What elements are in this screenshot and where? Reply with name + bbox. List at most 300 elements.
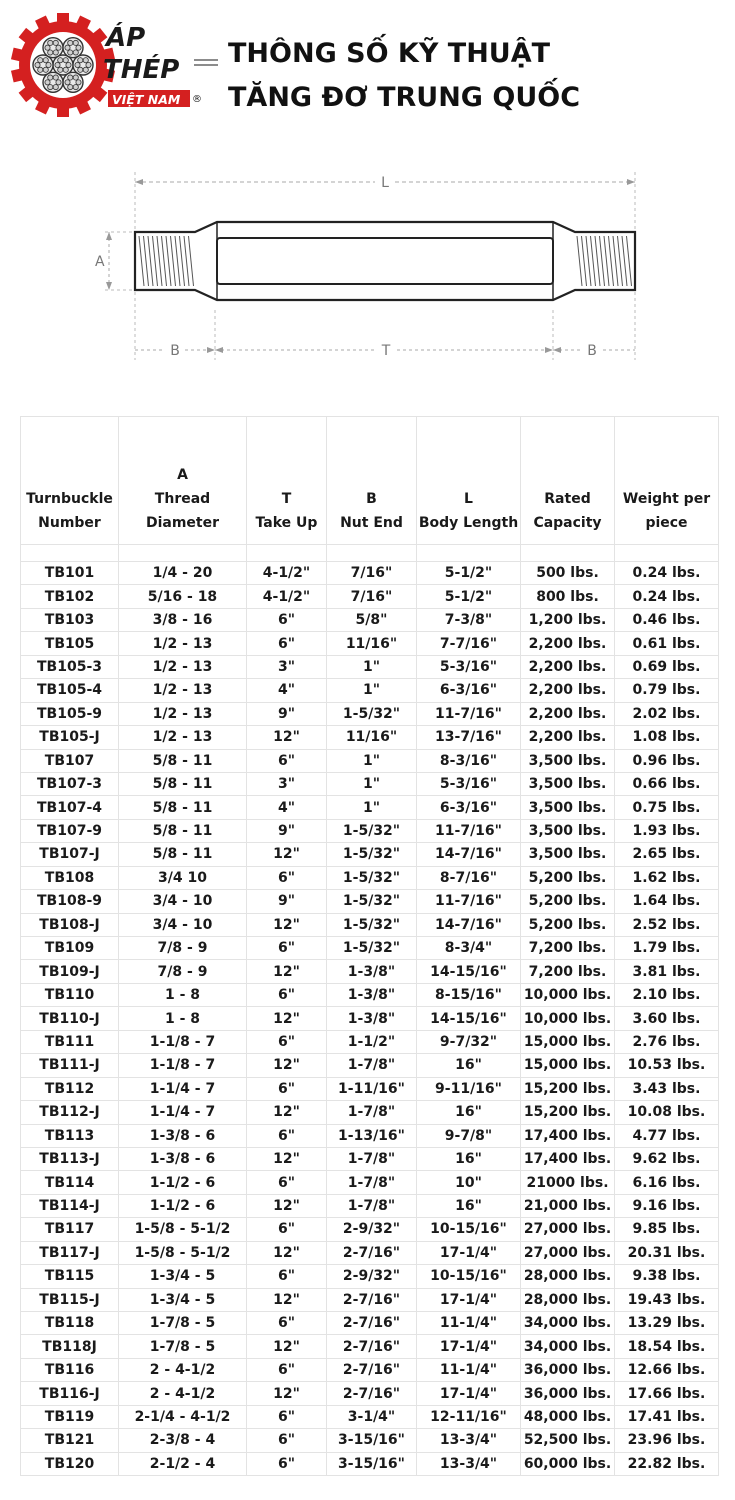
table-row (21, 890, 719, 913)
column-header-line (21, 463, 118, 487)
cell-nut-end: 1-7/8" (327, 1147, 417, 1170)
cell-turnbuckle-number: TB107-4 (21, 796, 119, 819)
cell-nut-end: 2-7/16" (327, 1335, 417, 1358)
cell-thread-diameter: 1-3/4 - 5 (119, 1265, 247, 1288)
cell-rated-capacity: 21000 lbs. (521, 1171, 615, 1194)
cell-rated-capacity: 15,200 lbs. (521, 1101, 615, 1124)
cell-take-up: 6" (247, 1218, 327, 1241)
cell-weight-per-piece: 2.76 lbs. (615, 1030, 719, 1053)
cell-rated-capacity: 3,500 lbs. (521, 819, 615, 842)
cell-nut-end: 2-7/16" (327, 1382, 417, 1405)
column-header-weight-per-piece (615, 417, 719, 545)
cell-nut-end: 2-9/32" (327, 1265, 417, 1288)
table-body (21, 545, 719, 1476)
cell-weight-per-piece: 19.43 lbs. (615, 1288, 719, 1311)
cell-body-length: 17-1/4" (417, 1241, 521, 1264)
cell-weight-per-piece: 1.93 lbs. (615, 819, 719, 842)
cell-weight-per-piece: 23.96 lbs. (615, 1429, 719, 1452)
column-header-line (327, 463, 416, 487)
cell-rated-capacity: 10,000 lbs. (521, 983, 615, 1006)
cell-rated-capacity: 28,000 lbs. (521, 1288, 615, 1311)
cell-nut-end: 1-5/32" (327, 702, 417, 725)
cell-turnbuckle-number: TB112-J (21, 1101, 119, 1124)
cell-weight-per-piece: 9.38 lbs. (615, 1265, 719, 1288)
cell-body-length: 10-15/16" (417, 1218, 521, 1241)
table-row (21, 913, 719, 936)
cell-weight-per-piece: 4.77 lbs. (615, 1124, 719, 1147)
cell-nut-end: 1-7/8" (327, 1194, 417, 1217)
cell-nut-end: 5/8" (327, 608, 417, 631)
cell-nut-end: 2-7/16" (327, 1358, 417, 1381)
column-header-line: Nut End (340, 515, 403, 531)
cell-rated-capacity: 5,200 lbs. (521, 913, 615, 936)
cell-thread-diameter: 1/2 - 13 (119, 632, 247, 655)
cell-body-length: 13-3/4" (417, 1452, 521, 1475)
cell-weight-per-piece: 2.65 lbs. (615, 843, 719, 866)
column-header-line: Turnbuckle (26, 491, 113, 507)
cell-weight-per-piece: 3.60 lbs. (615, 1007, 719, 1030)
column-header-line (417, 463, 520, 487)
cell-body-length: 5-3/16" (417, 655, 521, 678)
cell-turnbuckle-number: TB110-J (21, 1007, 119, 1030)
cell-take-up: 6" (247, 1265, 327, 1288)
cell-take-up: 6" (247, 1405, 327, 1428)
dim-label-L: L (381, 175, 389, 191)
cell-thread-diameter: 1/2 - 13 (119, 679, 247, 702)
cell-weight-per-piece: 0.66 lbs. (615, 772, 719, 795)
cell-turnbuckle-number: TB103 (21, 608, 119, 631)
gear-icon (11, 13, 115, 117)
cell-weight-per-piece: 2.10 lbs. (615, 983, 719, 1006)
cell-body-length: 12-11/16" (417, 1405, 521, 1428)
table-row (21, 866, 719, 889)
cell-take-up: 9" (247, 702, 327, 725)
cell-body-length: 17-1/4" (417, 1382, 521, 1405)
cell-rated-capacity: 800 lbs. (521, 585, 615, 608)
cell-rated-capacity: 500 lbs. (521, 562, 615, 585)
cell-nut-end: 7/16" (327, 585, 417, 608)
cell-thread-diameter: 1 - 8 (119, 983, 247, 1006)
table-row (21, 1358, 719, 1381)
cell-take-up: 12" (247, 1241, 327, 1264)
cell-weight-per-piece: 9.62 lbs. (615, 1147, 719, 1170)
table-row (21, 608, 719, 631)
cell-take-up: 6" (247, 1124, 327, 1147)
cell-body-length: 17-1/4" (417, 1288, 521, 1311)
cell-rated-capacity: 7,200 lbs. (521, 937, 615, 960)
cell-take-up: 6" (247, 1077, 327, 1100)
cell-body-length: 11-7/16" (417, 702, 521, 725)
cell-body-length: 16" (417, 1101, 521, 1124)
table-row (21, 585, 719, 608)
cell-rated-capacity: 5,200 lbs. (521, 890, 615, 913)
table-row (21, 819, 719, 842)
cell-nut-end: 3-1/4" (327, 1405, 417, 1428)
table-row (21, 937, 719, 960)
cell-nut-end: 1" (327, 749, 417, 772)
cell-thread-diameter: 1 - 8 (119, 1007, 247, 1030)
cell-weight-per-piece: 22.82 lbs. (615, 1452, 719, 1475)
cell-thread-diameter: 1-5/8 - 5-1/2 (119, 1241, 247, 1264)
cell-body-length: 6-3/16" (417, 796, 521, 819)
column-header-take-up (247, 417, 327, 545)
cell-take-up: 12" (247, 726, 327, 749)
table-spacer-row (21, 545, 719, 562)
cell-body-length: 14-15/16" (417, 1007, 521, 1030)
title-line2: TĂNG ĐƠ TRUNG QUỐC (228, 82, 581, 113)
registered-mark: ® (192, 94, 202, 105)
cell-body-length: 14-7/16" (417, 913, 521, 936)
column-header-line: Capacity (533, 515, 602, 531)
cell-take-up: 4" (247, 796, 327, 819)
cell-nut-end: 7/16" (327, 562, 417, 585)
table-row (21, 702, 719, 725)
cell-thread-diameter: 2-3/8 - 4 (119, 1429, 247, 1452)
column-header-line: piece (645, 515, 688, 531)
cell-turnbuckle-number: TB115 (21, 1265, 119, 1288)
table-row (21, 983, 719, 1006)
cell-body-length: 9-7/32" (417, 1030, 521, 1053)
cell-take-up: 3" (247, 655, 327, 678)
table-row (21, 1312, 719, 1335)
cell-turnbuckle-number: TB105 (21, 632, 119, 655)
column-header-line: T (281, 491, 292, 507)
cell-body-length: 11-1/4" (417, 1312, 521, 1335)
cell-body-length: 6-3/16" (417, 679, 521, 702)
cell-rated-capacity: 17,400 lbs. (521, 1147, 615, 1170)
company-logo (8, 10, 218, 120)
cell-turnbuckle-number: TB113 (21, 1124, 119, 1147)
table-row (21, 796, 719, 819)
cell-weight-per-piece: 0.69 lbs. (615, 655, 719, 678)
dim-label-B-right: B (587, 343, 597, 359)
cell-nut-end: 1-5/32" (327, 843, 417, 866)
table-row (21, 1405, 719, 1428)
cell-nut-end: 1-3/8" (327, 983, 417, 1006)
cell-weight-per-piece: 1.64 lbs. (615, 890, 719, 913)
cell-nut-end: 1" (327, 772, 417, 795)
cell-rated-capacity: 60,000 lbs. (521, 1452, 615, 1475)
table-row (21, 1241, 719, 1264)
cell-body-length: 8-15/16" (417, 983, 521, 1006)
column-header-rated-capacity (521, 417, 615, 545)
cell-nut-end: 1-7/8" (327, 1054, 417, 1077)
cell-weight-per-piece: 9.85 lbs. (615, 1218, 719, 1241)
cell-turnbuckle-number: TB108 (21, 866, 119, 889)
cell-take-up: 6" (247, 632, 327, 655)
cell-body-length: 10-15/16" (417, 1265, 521, 1288)
cell-thread-diameter: 7/8 - 9 (119, 937, 247, 960)
cell-thread-diameter: 2-1/2 - 4 (119, 1452, 247, 1475)
cell-turnbuckle-number: TB108-J (21, 913, 119, 936)
cell-rated-capacity: 48,000 lbs. (521, 1405, 615, 1428)
cell-nut-end: 3-15/16" (327, 1429, 417, 1452)
cell-weight-per-piece: 0.79 lbs. (615, 679, 719, 702)
cell-weight-per-piece: 2.02 lbs. (615, 702, 719, 725)
dim-label-B-left: B (170, 343, 180, 359)
cell-body-length: 5-3/16" (417, 772, 521, 795)
cell-nut-end: 3-15/16" (327, 1452, 417, 1475)
table-row (21, 1147, 719, 1170)
cell-turnbuckle-number: TB113-J (21, 1147, 119, 1170)
cell-rated-capacity: 2,200 lbs. (521, 679, 615, 702)
cell-turnbuckle-number: TB112 (21, 1077, 119, 1100)
column-header-line: Diameter (145, 515, 220, 531)
turnbuckle-body (135, 222, 635, 300)
cell-weight-per-piece: 17.66 lbs. (615, 1382, 719, 1405)
cell-nut-end: 1-5/32" (327, 913, 417, 936)
cell-weight-per-piece: 0.24 lbs. (615, 562, 719, 585)
cell-thread-diameter: 1-1/4 - 7 (119, 1077, 247, 1100)
cell-nut-end: 1" (327, 679, 417, 702)
table-header-row (21, 417, 719, 545)
cell-thread-diameter: 5/8 - 11 (119, 819, 247, 842)
cell-weight-per-piece: 2.52 lbs. (615, 913, 719, 936)
cell-turnbuckle-number: TB105-9 (21, 702, 119, 725)
cell-thread-diameter: 1/4 - 20 (119, 562, 247, 585)
cell-take-up: 6" (247, 937, 327, 960)
column-header-line: Body Length (418, 515, 519, 531)
cell-thread-diameter: 3/4 10 (119, 866, 247, 889)
column-header-line: Number (38, 515, 101, 531)
cell-turnbuckle-number: TB118J (21, 1335, 119, 1358)
cell-weight-per-piece: 1.79 lbs. (615, 937, 719, 960)
cell-turnbuckle-number: TB121 (21, 1429, 119, 1452)
cell-thread-diameter: 1-1/8 - 7 (119, 1030, 247, 1053)
table-row (21, 772, 719, 795)
cell-thread-diameter: 5/16 - 18 (119, 585, 247, 608)
cell-take-up: 6" (247, 866, 327, 889)
cell-weight-per-piece: 6.16 lbs. (615, 1171, 719, 1194)
cell-weight-per-piece: 12.66 lbs. (615, 1358, 719, 1381)
cell-nut-end: 1-1/2" (327, 1030, 417, 1053)
cell-take-up: 6" (247, 749, 327, 772)
cell-take-up: 12" (247, 960, 327, 983)
cell-take-up: 4-1/2" (247, 562, 327, 585)
cell-weight-per-piece: 0.96 lbs. (615, 749, 719, 772)
cell-turnbuckle-number: TB109 (21, 937, 119, 960)
cell-turnbuckle-number: TB117 (21, 1218, 119, 1241)
table-row (21, 1077, 719, 1100)
column-header-line: Thread (154, 491, 211, 507)
dim-label-A: A (95, 254, 105, 270)
cell-take-up: 12" (247, 843, 327, 866)
logo-line1: ÁP (106, 23, 146, 53)
cell-weight-per-piece: 3.43 lbs. (615, 1077, 719, 1100)
cell-thread-diameter: 2-1/4 - 4-1/2 (119, 1405, 247, 1428)
cell-rated-capacity: 2,200 lbs. (521, 655, 615, 678)
cell-turnbuckle-number: TB118 (21, 1312, 119, 1335)
cell-body-length: 13-3/4" (417, 1429, 521, 1452)
cell-turnbuckle-number: TB101 (21, 562, 119, 585)
cell-body-length: 10" (417, 1171, 521, 1194)
cell-nut-end: 11/16" (327, 632, 417, 655)
cell-take-up: 6" (247, 1429, 327, 1452)
column-header-line (521, 463, 614, 487)
cell-nut-end: 11/16" (327, 726, 417, 749)
cell-turnbuckle-number: TB102 (21, 585, 119, 608)
page-title (228, 32, 580, 120)
cell-nut-end: 1-7/8" (327, 1171, 417, 1194)
table-row (21, 1382, 719, 1405)
cell-rated-capacity: 10,000 lbs. (521, 1007, 615, 1030)
table-row (21, 1265, 719, 1288)
cell-turnbuckle-number: TB111 (21, 1030, 119, 1053)
cell-body-length: 5-1/2" (417, 585, 521, 608)
cell-thread-diameter: 5/8 - 11 (119, 772, 247, 795)
cell-thread-diameter: 7/8 - 9 (119, 960, 247, 983)
cell-rated-capacity: 15,000 lbs. (521, 1030, 615, 1053)
table-row (21, 1194, 719, 1217)
column-header-body-length (417, 417, 521, 545)
table-row (21, 726, 719, 749)
cell-turnbuckle-number: TB108-9 (21, 890, 119, 913)
spec-table (20, 416, 719, 1476)
column-header-line: A (177, 467, 188, 483)
cell-body-length: 14-15/16" (417, 960, 521, 983)
cell-take-up: 12" (247, 913, 327, 936)
cell-thread-diameter: 1-3/8 - 6 (119, 1124, 247, 1147)
cell-nut-end: 1-3/8" (327, 960, 417, 983)
cell-rated-capacity: 28,000 lbs. (521, 1265, 615, 1288)
cell-take-up: 4-1/2" (247, 585, 327, 608)
cell-nut-end: 1-5/32" (327, 937, 417, 960)
cell-nut-end: 1-13/16" (327, 1124, 417, 1147)
cell-body-length: 11-7/16" (417, 890, 521, 913)
cell-turnbuckle-number: TB116-J (21, 1382, 119, 1405)
cell-turnbuckle-number: TB105-4 (21, 679, 119, 702)
cell-nut-end: 1-5/32" (327, 890, 417, 913)
cell-body-length: 8-3/4" (417, 937, 521, 960)
cell-take-up: 12" (247, 1335, 327, 1358)
cell-rated-capacity: 3,500 lbs. (521, 843, 615, 866)
cell-rated-capacity: 5,200 lbs. (521, 866, 615, 889)
cell-rated-capacity: 2,200 lbs. (521, 726, 615, 749)
cell-body-length: 5-1/2" (417, 562, 521, 585)
cell-take-up: 6" (247, 1358, 327, 1381)
column-header-line: Weight per (622, 491, 711, 507)
cell-rated-capacity: 2,200 lbs. (521, 702, 615, 725)
cell-weight-per-piece: 20.31 lbs. (615, 1241, 719, 1264)
cell-body-length: 16" (417, 1194, 521, 1217)
table-row (21, 1171, 719, 1194)
column-header-line: B (366, 491, 377, 507)
cell-rated-capacity: 17,400 lbs. (521, 1124, 615, 1147)
cell-weight-per-piece: 1.62 lbs. (615, 866, 719, 889)
cell-body-length: 7-3/8" (417, 608, 521, 631)
cell-weight-per-piece: 0.24 lbs. (615, 585, 719, 608)
cell-body-length: 8-7/16" (417, 866, 521, 889)
cell-nut-end: 1-7/8" (327, 1101, 417, 1124)
cell-rated-capacity: 36,000 lbs. (521, 1358, 615, 1381)
cell-turnbuckle-number: TB110 (21, 983, 119, 1006)
cell-rated-capacity: 27,000 lbs. (521, 1218, 615, 1241)
cell-weight-per-piece: 18.54 lbs. (615, 1335, 719, 1358)
cell-take-up: 6" (247, 1452, 327, 1475)
logo-line2: THÉP (103, 55, 180, 85)
table-row (21, 1101, 719, 1124)
cell-take-up: 12" (247, 1194, 327, 1217)
cell-take-up: 12" (247, 1101, 327, 1124)
cell-thread-diameter: 1-1/2 - 6 (119, 1194, 247, 1217)
cell-body-length: 16" (417, 1054, 521, 1077)
cell-weight-per-piece: 17.41 lbs. (615, 1405, 719, 1428)
cell-turnbuckle-number: TB105-J (21, 726, 119, 749)
cell-weight-per-piece: 0.61 lbs. (615, 632, 719, 655)
column-header-nut-end (327, 417, 417, 545)
cell-body-length: 13-7/16" (417, 726, 521, 749)
cell-take-up: 12" (247, 1007, 327, 1030)
header (0, 0, 735, 140)
cell-body-length: 11-1/4" (417, 1358, 521, 1381)
cell-body-length: 14-7/16" (417, 843, 521, 866)
cell-nut-end: 1-5/32" (327, 866, 417, 889)
cell-thread-diameter: 5/8 - 11 (119, 796, 247, 819)
table-row (21, 655, 719, 678)
cell-weight-per-piece: 3.81 lbs. (615, 960, 719, 983)
cell-weight-per-piece: 9.16 lbs. (615, 1194, 719, 1217)
cell-turnbuckle-number: TB107-3 (21, 772, 119, 795)
cell-turnbuckle-number: TB105-3 (21, 655, 119, 678)
cell-take-up: 3" (247, 772, 327, 795)
cell-thread-diameter: 1-1/4 - 7 (119, 1101, 247, 1124)
column-header-line: Rated (544, 491, 591, 507)
cell-turnbuckle-number: TB119 (21, 1405, 119, 1428)
cell-turnbuckle-number: TB109-J (21, 960, 119, 983)
cell-take-up: 9" (247, 819, 327, 842)
cell-take-up: 9" (247, 890, 327, 913)
cell-thread-diameter: 1/2 - 13 (119, 702, 247, 725)
cell-rated-capacity: 21,000 lbs. (521, 1194, 615, 1217)
cell-weight-per-piece: 0.46 lbs. (615, 608, 719, 631)
cell-take-up: 12" (247, 1288, 327, 1311)
cell-thread-diameter: 1-1/8 - 7 (119, 1054, 247, 1077)
cell-nut-end: 2-7/16" (327, 1312, 417, 1335)
cell-turnbuckle-number: TB111-J (21, 1054, 119, 1077)
cell-body-length: 7-7/16" (417, 632, 521, 655)
cell-turnbuckle-number: TB116 (21, 1358, 119, 1381)
cell-rated-capacity: 34,000 lbs. (521, 1335, 615, 1358)
table-row (21, 1335, 719, 1358)
cell-rated-capacity: 27,000 lbs. (521, 1241, 615, 1264)
cell-rated-capacity: 7,200 lbs. (521, 960, 615, 983)
cell-thread-diameter: 1-3/8 - 6 (119, 1147, 247, 1170)
cell-thread-diameter: 2 - 4-1/2 (119, 1382, 247, 1405)
table-row (21, 1054, 719, 1077)
cell-body-length: 9-11/16" (417, 1077, 521, 1100)
cell-take-up: 12" (247, 1054, 327, 1077)
cell-rated-capacity: 36,000 lbs. (521, 1382, 615, 1405)
column-header-line: Take Up (255, 515, 318, 531)
cell-rated-capacity: 3,500 lbs. (521, 796, 615, 819)
cell-nut-end: 2-7/16" (327, 1288, 417, 1311)
cell-weight-per-piece: 10.53 lbs. (615, 1054, 719, 1077)
cell-thread-diameter: 5/8 - 11 (119, 843, 247, 866)
table-row (21, 843, 719, 866)
cell-rated-capacity: 2,200 lbs. (521, 632, 615, 655)
cell-rated-capacity: 52,500 lbs. (521, 1429, 615, 1452)
cell-thread-diameter: 1-7/8 - 5 (119, 1312, 247, 1335)
cell-rated-capacity: 15,000 lbs. (521, 1054, 615, 1077)
cell-body-length: 17-1/4" (417, 1335, 521, 1358)
cell-thread-diameter: 1-3/4 - 5 (119, 1288, 247, 1311)
cell-thread-diameter: 5/8 - 11 (119, 749, 247, 772)
turnbuckle-diagram (95, 160, 655, 370)
cell-take-up: 4" (247, 679, 327, 702)
cell-turnbuckle-number: TB107-9 (21, 819, 119, 842)
cell-body-length: 11-7/16" (417, 819, 521, 842)
cell-weight-per-piece: 1.08 lbs. (615, 726, 719, 749)
